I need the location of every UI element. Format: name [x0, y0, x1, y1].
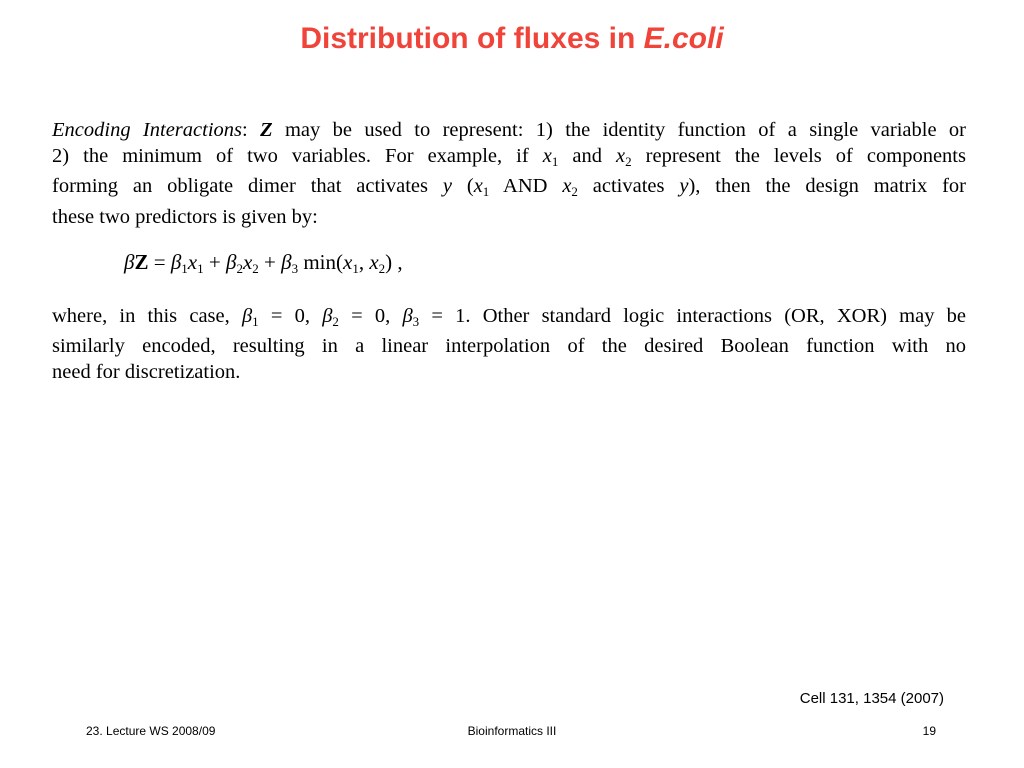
equation [52, 250, 966, 282]
subscript: 1 [482, 184, 490, 199]
slide-title [0, 22, 1024, 56]
subscript: 2 [332, 313, 339, 329]
subscript: 3 [412, 313, 420, 329]
comma: , [358, 250, 370, 274]
subscript: 2 [252, 261, 259, 276]
text-run: 2) the minimum of two variables. For example, if [52, 144, 543, 167]
variable-y: y [442, 175, 452, 197]
matrix-z: Z [134, 250, 149, 274]
subscript: 2 [378, 261, 386, 276]
text-run: activates [577, 175, 680, 197]
variable-x: x [473, 175, 483, 197]
title-text: Distribution of fluxes in [300, 22, 644, 55]
title-italic: E.coli [643, 22, 724, 55]
variable-x: x [369, 250, 379, 274]
citation: Cell 131, 1354 (2007) [799, 690, 944, 707]
subscript: 1 [352, 261, 359, 276]
subscript: 1 [197, 261, 204, 276]
subscript: 3 [291, 261, 299, 276]
text-run: where, in this case, [52, 304, 242, 327]
variable-x: x [562, 175, 572, 197]
text-run: = 0, [338, 304, 403, 327]
text-run: = 1. Other standard logic interactions (OR, XOR) may be [419, 304, 966, 327]
min-function: min( [298, 250, 343, 274]
term-label: Encoding Interactions [52, 119, 242, 141]
variable-y: y [679, 175, 689, 197]
footer-lecture: 23. Lecture WS 2008/09 [86, 724, 216, 738]
paragraph-line [52, 304, 966, 335]
paragraph-line [52, 174, 966, 205]
text-run: may be used to represent: 1) the identity function of a single variable or [272, 119, 966, 141]
subscript: 1 [252, 313, 259, 329]
beta-symbol: β [170, 250, 182, 274]
equation-end: ) , [385, 250, 403, 274]
text-run: ), then the design matrix for [688, 175, 967, 197]
beta-symbol: β [402, 304, 413, 327]
variable-x: x [616, 144, 626, 167]
plus: + [203, 250, 226, 274]
footer-course: Bioinformatics III [467, 724, 557, 738]
text-run: AND [489, 175, 563, 197]
paragraph-line [52, 144, 966, 175]
text-run: and [558, 144, 617, 167]
beta-symbol: β [281, 250, 292, 274]
subscript: 2 [236, 261, 243, 276]
paragraph-line: these two predictors is given by: [52, 205, 318, 228]
variable-x: x [187, 250, 198, 274]
colon: : [242, 119, 261, 141]
text-run: forming an obligate dimer that activates [52, 175, 443, 197]
equals: = [148, 250, 171, 274]
footer-page-number: 19 [922, 724, 936, 738]
variable-x: x [242, 250, 253, 274]
beta-symbol: β [241, 304, 253, 327]
text-run: represent the levels of components [631, 144, 966, 167]
subscript: 1 [181, 261, 188, 276]
beta-symbol: β [322, 304, 333, 327]
variable-x: x [542, 144, 552, 167]
subscript: 1 [551, 153, 559, 169]
subscript: 2 [625, 153, 632, 169]
variable-x: x [343, 250, 353, 274]
subscript: 2 [571, 184, 578, 199]
paragraph-line: similarly encoded, resulting in a linear interpolation of the desired Boolean function with no [52, 335, 966, 357]
text-run: ( [451, 175, 474, 197]
beta-symbol: β [124, 250, 135, 274]
paper-excerpt [52, 118, 966, 385]
paragraph-line [52, 118, 966, 144]
beta-symbol: β [225, 250, 237, 274]
paragraph-line: need for discretization. [52, 360, 241, 383]
text-run: = 0, [258, 304, 323, 327]
plus: + [258, 250, 282, 274]
variable-z: Z [260, 119, 273, 141]
